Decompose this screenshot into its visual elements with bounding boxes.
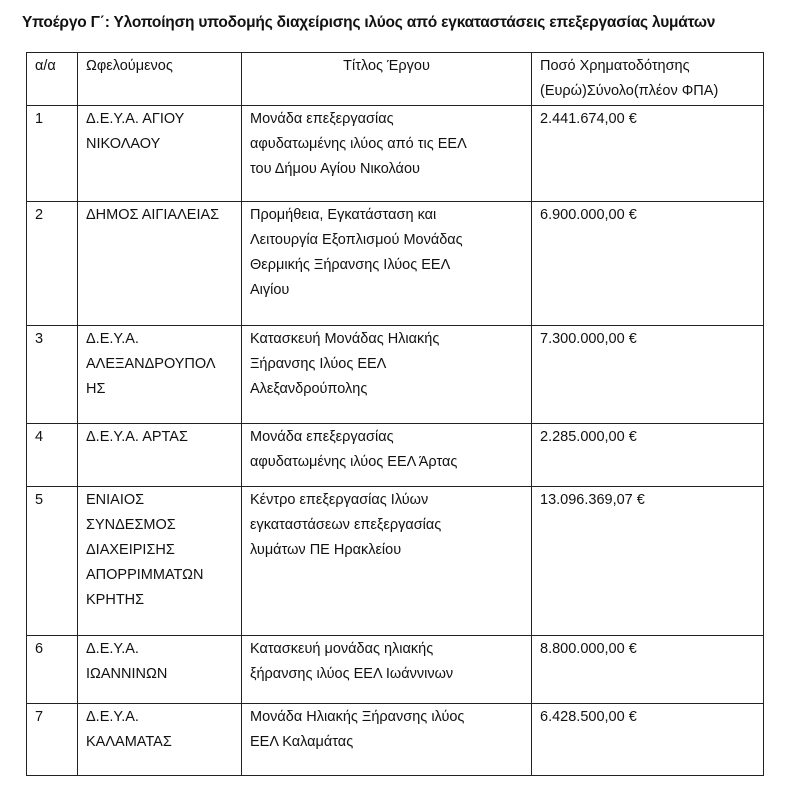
- beneficiary-cell: Δ.Ε.Υ.Α. ΙΩΑΝΝΙΝΩΝ: [78, 636, 242, 704]
- beneficiary-cell: Δ.Ε.Υ.Α. ΚΑΛΑΜΑΤΑΣ: [78, 704, 242, 776]
- project-title-cell: Μονάδα Ηλιακής Ξήρανσης ιλύος ΕΕΛ Καλαμάτας: [242, 704, 532, 776]
- beneficiary-cell: Δ.Ε.Υ.Α. ΑΓΙΟΥ ΝΙΚΟΛΑΟΥ: [78, 106, 242, 202]
- table-row: [27, 487, 764, 636]
- amount-cell: 6.900.000,00 €: [532, 202, 764, 326]
- project-title-cell: Μονάδα επεξεργασίας αφυδατωμένης ιλύος ΕΕΛ Άρτας: [242, 424, 532, 487]
- amount-cell: 8.800.000,00 €: [532, 636, 764, 704]
- row-index: 3: [27, 326, 78, 424]
- header-beneficiary: Ωφελούμενος: [78, 53, 242, 106]
- table-row: [27, 106, 764, 202]
- project-title-cell: Κατασκευή μονάδας ηλιακής ξήρανσης ιλύος ΕΕΛ Ιωάννινων: [242, 636, 532, 704]
- row-index: 2: [27, 202, 78, 326]
- amount-cell: 7.300.000,00 €: [532, 326, 764, 424]
- project-title-cell: Προμήθεια, Εγκατάσταση και Λειτουργία Εξοπλισμού Μονάδας Θερμικής Ξήρανσης Ιλύος ΕΕΛ Αιγίου: [242, 202, 532, 326]
- beneficiary-cell: Δ.Ε.Υ.Α. ΑΡΤΑΣ: [78, 424, 242, 487]
- funding-table: [26, 52, 764, 776]
- table-row: [27, 636, 764, 704]
- table-row: [27, 326, 764, 424]
- amount-cell: 13.096.369,07 €: [532, 487, 764, 636]
- project-title-cell: Μονάδα επεξεργασίας αφυδατωμένης ιλύος από τις ΕΕΛ του Δήμου Αγίου Νικολάου: [242, 106, 532, 202]
- row-index: 5: [27, 487, 78, 636]
- header-index: α/α: [27, 53, 78, 106]
- beneficiary-cell: ΕΝΙΑΙΟΣ ΣΥΝΔΕΣΜΟΣ ΔΙΑΧΕΙΡΙΣΗΣ ΑΠΟΡΡΙΜΜΑΤΩΝ ΚΡΗΤΗΣ: [78, 487, 242, 636]
- table-row: [27, 704, 764, 776]
- row-index: 1: [27, 106, 78, 202]
- header-project-title: Τίτλος Έργου: [242, 53, 532, 106]
- project-title-cell: Κέντρο επεξεργασίας Ιλύων εγκαταστάσεων επεξεργασίας λυμάτων ΠΕ Ηρακλείου: [242, 487, 532, 636]
- row-index: 7: [27, 704, 78, 776]
- row-index: 6: [27, 636, 78, 704]
- amount-cell: 2.285.000,00 €: [532, 424, 764, 487]
- row-index: 4: [27, 424, 78, 487]
- section-title: Υποέργο Γ΄: Υλοποίηση υποδομής διαχείρισης ιλύος από εγκαταστάσεις επεξεργασίας λυμάτων: [22, 14, 716, 31]
- project-title-cell: Κατασκευή Μονάδας Ηλιακής Ξήρανσης Ιλύος ΕΕΛ Αλεξανδρούπολης: [242, 326, 532, 424]
- beneficiary-cell: Δ.Ε.Υ.Α. ΑΛΕΞΑΝΔΡΟΥΠΟΛ ΗΣ: [78, 326, 242, 424]
- table-header-row: [27, 53, 764, 106]
- table-row: [27, 202, 764, 326]
- amount-cell: 2.441.674,00 €: [532, 106, 764, 202]
- header-amount: Ποσό Χρηματοδότησης (Ευρώ)Σύνολο(πλέον ΦΠΑ): [532, 53, 764, 106]
- amount-cell: 6.428.500,00 €: [532, 704, 764, 776]
- table-row: [27, 424, 764, 487]
- beneficiary-cell: ΔΗΜΟΣ ΑΙΓΙΑΛΕΙΑΣ: [78, 202, 242, 326]
